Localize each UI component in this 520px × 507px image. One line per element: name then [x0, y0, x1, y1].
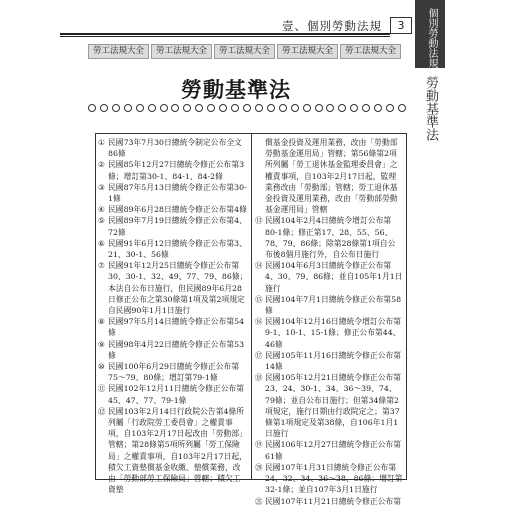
banner-strip — [87, 44, 402, 59]
entry-number: ③ — [98, 182, 105, 192]
side-law-label-text: 勞動基準法 — [423, 76, 438, 141]
entry-number: ⑫ — [98, 406, 106, 416]
history-entry — [98, 406, 248, 496]
entry-number: ⑮ — [255, 294, 263, 304]
history-entry — [255, 260, 403, 294]
history-entry — [255, 372, 403, 439]
circle-ornament — [374, 104, 382, 112]
side-tab-label: 個別勞動法規 — [426, 8, 437, 68]
history-entry — [98, 339, 248, 361]
side-tab — [415, 0, 445, 68]
entry-text: 民國104年12月16日總統令增訂公布第9-1、10-1、15-1條；修正公布第44、46條 — [265, 317, 402, 349]
history-entry — [98, 215, 248, 237]
entry-number: ⑲ — [255, 440, 263, 450]
page-number: 3 — [390, 17, 412, 34]
history-entry — [98, 361, 248, 383]
column-divider — [251, 133, 252, 480]
history-entry — [255, 137, 403, 215]
entry-number: ⑦ — [98, 261, 105, 271]
entry-text: 民國91年6月12日總統令修正公布第3、21、30-1、56條 — [108, 238, 247, 260]
circle-ornament — [207, 104, 215, 112]
circle-ornament — [88, 104, 96, 112]
history-column-right — [255, 137, 403, 507]
circle-ornament — [124, 104, 132, 112]
circle-ornament — [315, 104, 323, 112]
banner-item: 勞工法規大全 — [340, 44, 401, 59]
header-rule — [60, 33, 390, 35]
history-entry — [98, 383, 248, 405]
entry-text: 民國107年11月21日總統令修正公布第 — [265, 496, 402, 506]
entry-text: 民國107年1月31日總統令修正公布第24、32、34、36～38、86條；增訂第32-1條；並自107年3月1日施行 — [265, 462, 403, 495]
circle-ornament — [267, 104, 275, 112]
page-header — [60, 15, 412, 37]
entry-number: ㉑ — [255, 496, 263, 506]
circle-ornament — [362, 104, 370, 112]
entry-text: 償基金投資及運用業務，改由「勞動部勞動基金運用局」管轄；第56條第2項所列屬「勞工退休基金監理委員會」之權責事項，自103年2月17日起，監理業務改由「勞動部」管轄；勞工退休基金投資及運用業務，改由「勞動部勞動基金運用局」管轄 — [265, 138, 398, 215]
entry-text: 民國104年2月4日總統令增訂公布第80-1條；修正第17、28、55、56、78、79、86條；除第28條第1項自公布後8個月施行外，自公布日施行 — [265, 216, 396, 260]
history-entry — [98, 159, 248, 181]
entry-text: 民國105年11月16日總統令修正公布第14條 — [265, 350, 402, 372]
banner-item: 勞工法規大全 — [214, 44, 275, 59]
history-entry — [255, 215, 403, 260]
entry-number: ⑳ — [255, 462, 263, 472]
history-entry — [255, 462, 403, 496]
entry-text: 民國105年12月21日總統令修正公布第23、24、30-1、34、36～39、74、79條；並自公布日施行；但第34條第2項規定，施行日期由行政院定之；第37條第1項規定及第38條，自106年1月1日施行 — [265, 373, 402, 439]
circle-ornament — [350, 104, 358, 112]
entry-number: ② — [98, 160, 105, 170]
history-entry — [255, 496, 403, 507]
history-entry — [98, 260, 248, 316]
entry-number: ⑬ — [255, 216, 263, 226]
circle-ornament — [291, 104, 299, 112]
banner-item: 勞工法規大全 — [151, 44, 212, 59]
circle-ornament — [326, 104, 334, 112]
entry-text: 民國104年6月3日總統令修正公布第4、30、79、86條；並自105年1月1日施行 — [265, 261, 403, 293]
history-entry — [255, 350, 403, 372]
circle-ornament — [100, 104, 108, 112]
circle-ornament — [136, 104, 144, 112]
banner-item: 勞工法規大全 — [88, 44, 149, 59]
entry-text: 民國73年7月30日總統令制定公布全文86條 — [108, 138, 242, 159]
entry-text: 民國100年6月29日總統令修正公布第75～79、80條；增訂第79-1條 — [108, 362, 240, 383]
circle-ornament — [219, 104, 227, 112]
circle-ornament — [112, 104, 120, 112]
circle-ornament — [279, 104, 287, 112]
entry-text: 民國85年12月27日總統令修正公布第3條；增訂第30-1、84-1、84-2條 — [108, 160, 245, 181]
entry-number: ⑰ — [255, 350, 263, 360]
circle-ornament — [398, 104, 406, 112]
entry-number: ⑱ — [255, 373, 263, 383]
circle-ornament — [255, 104, 263, 112]
entry-text: 民國87年5月13日總統令修正公布第30-1條 — [108, 182, 247, 204]
circle-divider — [88, 104, 406, 112]
circle-ornament — [338, 104, 346, 112]
circle-ornament — [303, 104, 311, 112]
entry-text: 民國98年4月22日總統令修正公布第53條 — [108, 339, 245, 360]
entry-text: 民國97年5月14日總統令修正公布第54條 — [108, 317, 245, 338]
history-entry — [255, 294, 403, 316]
entry-text: 民國106年12月27日總統令修正公布第61條 — [265, 440, 402, 461]
entry-number — [255, 137, 265, 215]
circle-ornament — [183, 104, 191, 112]
circle-ornament — [386, 104, 394, 112]
entry-number: ⑨ — [98, 339, 105, 349]
history-entry — [255, 439, 403, 461]
entry-number: ① — [98, 138, 105, 147]
history-column-left — [98, 137, 248, 496]
entry-number: ④ — [98, 205, 105, 215]
history-entry — [98, 238, 248, 260]
circle-ornament — [243, 104, 251, 112]
history-entry — [255, 316, 403, 350]
circle-ornament — [160, 104, 168, 112]
circle-ornament — [148, 104, 156, 112]
entry-number: ⑥ — [98, 238, 105, 248]
section-title: 壹、個別勞動法規 — [282, 19, 382, 33]
entry-number: ⑭ — [255, 261, 263, 271]
circle-ornament — [231, 104, 239, 112]
circle-ornament — [171, 104, 179, 112]
entry-text: 民國89年7月19日總統令修正公布第4、72條 — [108, 216, 247, 237]
history-entry — [98, 204, 248, 215]
history-entry — [98, 182, 248, 204]
entry-number: ⑯ — [255, 317, 263, 327]
entry-number: ⑪ — [98, 384, 106, 394]
entry-text: 民國103年2月14日行政院公告第4條所列屬「行政院勞工委員會」之權責事項，自103年2月17日起改由「勞動部」管轄；第28條第5項所列屬「勞工保險局」之權責事項，自103年2月17日起，積欠工資墊償基金收繳、墊償業務，改由「勞動部勞工保險局」管轄；積欠工資墊 — [108, 406, 247, 495]
entry-text: 民國89年6月28日總統令修正公布第4條 — [108, 205, 247, 215]
history-entry — [98, 316, 248, 338]
entry-text: 民國102年12月11日總統令修正公布第45、47、77、79-1條 — [108, 384, 245, 405]
banner-item: 勞工法規大全 — [277, 44, 338, 59]
side-law-label — [415, 76, 445, 141]
circle-ornament — [195, 104, 203, 112]
entry-text: 民國104年7月1日總統令修正公布第58條 — [265, 294, 402, 316]
history-entry — [98, 137, 248, 159]
law-title: 勞動基準法 — [181, 77, 291, 102]
entry-number: ⑧ — [98, 317, 105, 327]
header-rule-thin — [60, 36, 390, 37]
entry-number: ⑩ — [98, 362, 105, 372]
entry-text: 民國91年12月25日總統令修正公布第30、30-1、32、49、77、79、86條；本法自公布日施行，但民國89年6月28日修正公布之第30條第1項及第2項規定自民國90年1月1日施行 — [108, 261, 248, 316]
entry-number: ⑤ — [98, 216, 105, 226]
